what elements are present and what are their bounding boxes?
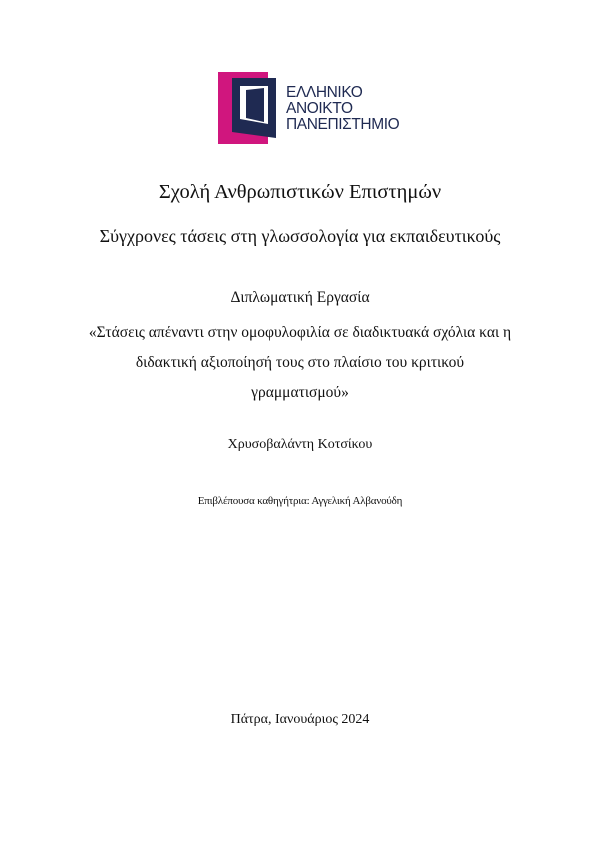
thesis-title (70, 318, 530, 408)
supervisor: Επιβλέπουσα καθηγήτρια: Αγγελική Αλβανούδη (197, 495, 403, 507)
thesis-title-line: «Στάσεις απέναντι στην ομοφυλοφιλία σε διαδικτυακά σχόλια και η (88, 324, 512, 341)
author-name: Χρυσοβαλάντη Κοτσίκου (227, 437, 373, 452)
school-name: Σχολή Ανθρωπιστικών Επιστημών (158, 181, 442, 203)
logo-line: ΠΑΝΕΠΙΣΤΗΜΙΟ (286, 116, 400, 133)
logo-line: ΕΛΛΗΝΙΚΟ (286, 84, 363, 101)
thesis-title-line: γραμματισμού» (251, 384, 349, 401)
logo-wordmark (286, 85, 399, 133)
place-date: Πάτρα, Ιανουάριος 2024 (230, 712, 370, 727)
university-logo (218, 72, 408, 144)
thesis-title-line: διδακτική αξιοποίησή τους στο πλαίσιο του κριτικού (135, 354, 465, 371)
logo-line: ΑΝΟΙΚΤΟ (286, 100, 353, 117)
thesis-type: Διπλωματική Εργασία (230, 289, 370, 306)
university-logo-icon (218, 72, 286, 144)
programme-name: Σύγχρονες τάσεις στη γλωσσολογία για εκπαιδευτικούς (99, 226, 501, 246)
